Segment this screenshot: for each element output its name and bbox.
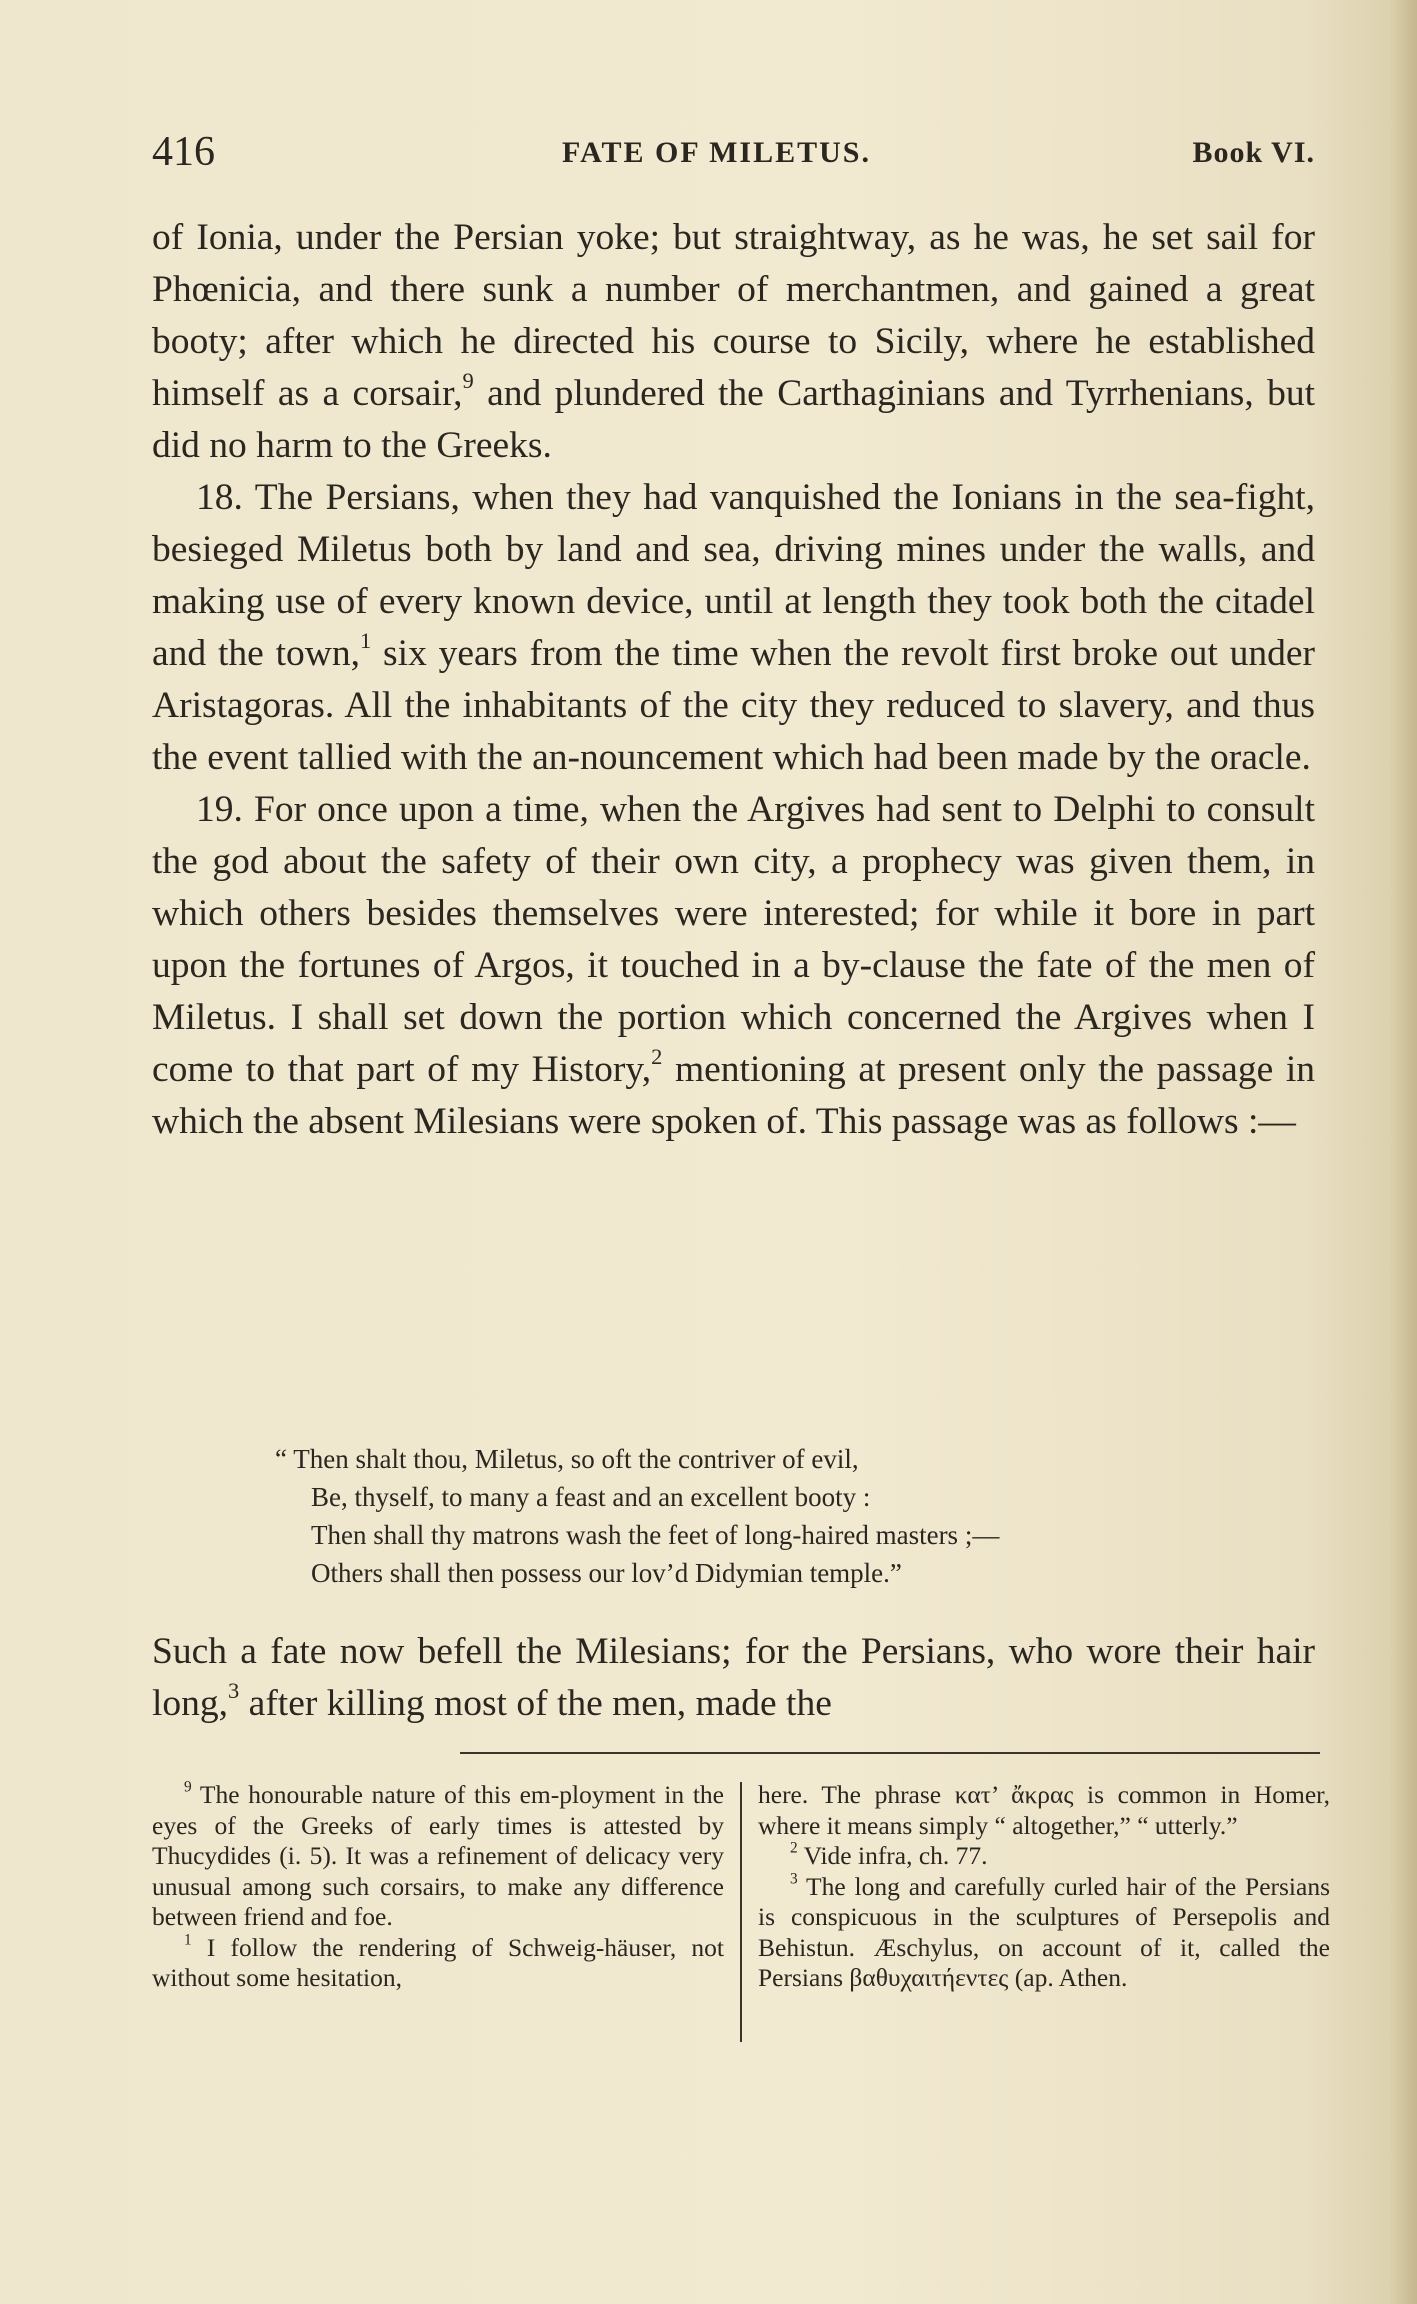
footnote-ref-9: 9 [462, 368, 474, 394]
footnote-ref-1: 1 [359, 628, 372, 654]
page-number: 416 [152, 129, 215, 175]
running-header [152, 128, 1315, 178]
footnote-1-continued: here. The phrase κατ’ ἄκρας is common in Homer, where it means simply “ altogether,” “ utterly.” [758, 1780, 1330, 1840]
verse-line-4: Others shall then possess our lov’d Didymian temple.” [311, 1558, 902, 1588]
paragraph-continued: of Ionia, under the Persian yoke; but straightway, as he was, he set sail for Phœnicia, and there sunk a number of merchantmen, and gained a great booty; after which he directed his course to Sicily, where he established himself as a corsair,$^9$ and plundered the Carthaginians and Tyrrhenians, but did no harm to the Greeks. [152, 217, 1316, 466]
verse-line-2: Be, thyself, to many a feast and an excellent booty : [311, 1482, 871, 1512]
footnote-rule [460, 1752, 1320, 1754]
footnote-9: $^9$ The honourable nature of this em-ployment in the eyes of the Greeks of early times is attested by Thucydides (i. 5). It was a refinement of delicacy very unusual among such corsairs, to make any difference between friend and foe. [152, 1778, 724, 1931]
footnote-1: $^1$ I follow the rendering of Schweig-häuser, not without some hesitation, [152, 1931, 724, 1992]
paragraph-19: 19. For once upon a time, when the Argives had sent to Delphi to consult the god about the safety of their own city, a prophecy was given them, in which others besides themselves were interested; for while it bore in part upon the fortunes of Argos, it touched in a by-clause the fate of the men of Miletus. I shall set down the portion which concerned the Argives when I come to that part of my History,$^2$ mentioning at present only the passage in which the absent Milesians were spoken of. This passage was as follows :— [152, 789, 1315, 1142]
footnotes-left-column [152, 1780, 724, 1994]
paragraph-after-verse: Such a fate now befell the Milesians; for the Persians, who wore their hair long,$^3$ after killing most of the men, made the [152, 1631, 1315, 1724]
footnote-ref-2: 2 [651, 1044, 663, 1070]
paragraph-18: 18. The Persians, when they had vanquished the Ionians in the sea-fight, besieged Miletus both by land and sea, driving mines under the walls, and making use of every known device, until at length they took both the citadel and the town,$^1$ six years from the time when the revolt first broke out under Aristagoras. All the inhabitants of the city they reduced to slavery, and thus the event tallied with the an-nouncement which had been made by the oracle. [152, 477, 1315, 778]
oracle-verse [275, 1440, 1275, 1592]
page-edge-shadow [1389, 0, 1417, 2304]
verse-line-1: “ Then shalt thou, Miletus, so oft the contriver of evil, [275, 1444, 859, 1474]
footnote-ref-3: 3 [228, 1678, 240, 1704]
main-text [152, 212, 1315, 1148]
footnote-column-divider [740, 1782, 742, 2042]
footnote-3: $^3$ The long and carefully curled hair of the Persians is conspicuous in the sculptures of Persepolis and Behistun. Æschylus, on account of it, called the Persians βαθυχαιτήεντες (ap. Athen. [758, 1870, 1330, 1992]
footnotes-right-column [758, 1780, 1330, 1994]
book-label: Book VI. [1192, 136, 1315, 169]
footnote-2: $^2$ Vide infra, ch. 77. [790, 1839, 988, 1870]
running-title: FATE OF MILETUS. [562, 136, 871, 169]
verse-line-3: Then shall thy matrons wash the feet of long-haired masters ;— [311, 1520, 1000, 1550]
